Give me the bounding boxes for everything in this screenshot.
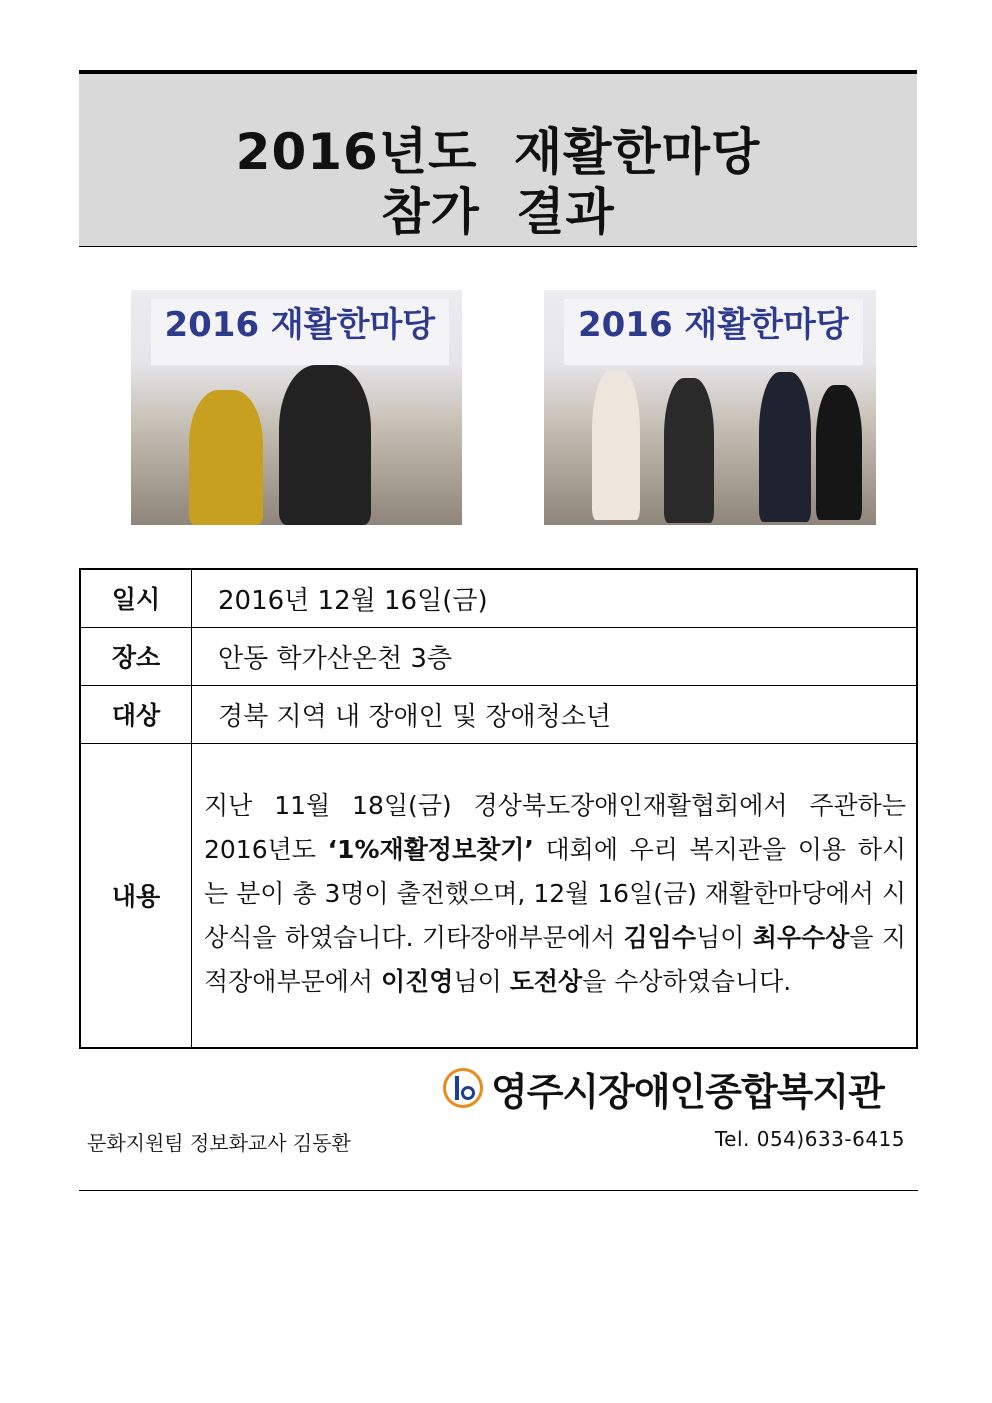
org-logo bbox=[443, 1064, 913, 1112]
content-text-part: 대회에 우리 복지관을 이용 하시는 분이 총 3명이 출전했으며, 12월 16일(금) 재활한마당에서 시상식을 하였습니다. 기타장애부문에서 bbox=[204, 835, 907, 953]
content-text-part: 님이 bbox=[695, 923, 753, 953]
table-row bbox=[80, 569, 917, 627]
content-label: 내용 bbox=[80, 743, 192, 1048]
date-value: 2016년 12월 16일(금) bbox=[192, 569, 918, 627]
footer-tel: Tel. 054)633-6415 bbox=[714, 1127, 905, 1151]
title-box bbox=[79, 70, 917, 247]
award-name-2: 도전상 bbox=[509, 967, 583, 997]
page-title-line1: 2016년도 재활한마당 bbox=[235, 123, 761, 181]
info-table bbox=[79, 568, 918, 1049]
target-label: 대상 bbox=[80, 685, 192, 743]
winner-name-1: 김임수 bbox=[623, 923, 696, 953]
photo-person bbox=[189, 390, 263, 525]
content-text-part: 을 수상하였습니다. bbox=[582, 967, 792, 997]
page-title-line2: 참가 결과 bbox=[381, 183, 615, 241]
content-text-part: 지난 11월 18일(금) 경상북도장애인재활협회에서 주관하는 2016년도 bbox=[204, 791, 906, 865]
photo-person bbox=[759, 372, 811, 522]
content-cell bbox=[192, 743, 918, 1048]
target-value: 경북 지역 내 장애인 및 장애청소년 bbox=[192, 685, 918, 743]
photo-banner-right: 2016 재활한마당 bbox=[564, 299, 863, 365]
event-photo-left bbox=[131, 290, 462, 525]
award-name-1: 최우수상 bbox=[752, 923, 850, 953]
photo-person bbox=[592, 370, 640, 520]
photo-person bbox=[816, 385, 862, 520]
table-row bbox=[80, 743, 917, 1048]
org-logo-icon bbox=[443, 1068, 483, 1108]
date-label: 일시 bbox=[80, 569, 192, 627]
place-value: 안동 학가산온천 3층 bbox=[192, 627, 918, 685]
table-row bbox=[80, 627, 917, 685]
event-photo-right bbox=[544, 290, 876, 525]
footer-divider bbox=[79, 1190, 918, 1191]
photo-banner-left: 2016 재활한마당 bbox=[151, 299, 449, 365]
content-text bbox=[192, 776, 916, 1014]
footer-team: 문화지원팀 정보화교사 김동환 bbox=[87, 1131, 351, 1155]
table-row bbox=[80, 685, 917, 743]
content-text-part: 님이 bbox=[453, 967, 510, 997]
content-text-part: 을 지적장애부문에서 bbox=[204, 923, 906, 997]
org-name: 영주시장애인종합복지관 bbox=[491, 1069, 884, 1114]
place-label: 장소 bbox=[80, 627, 192, 685]
contest-name: ‘1%재활정보찾기’ bbox=[327, 835, 534, 865]
winner-name-2: 이진영 bbox=[381, 967, 454, 997]
photo-person bbox=[279, 365, 371, 525]
photo-person bbox=[664, 378, 714, 523]
